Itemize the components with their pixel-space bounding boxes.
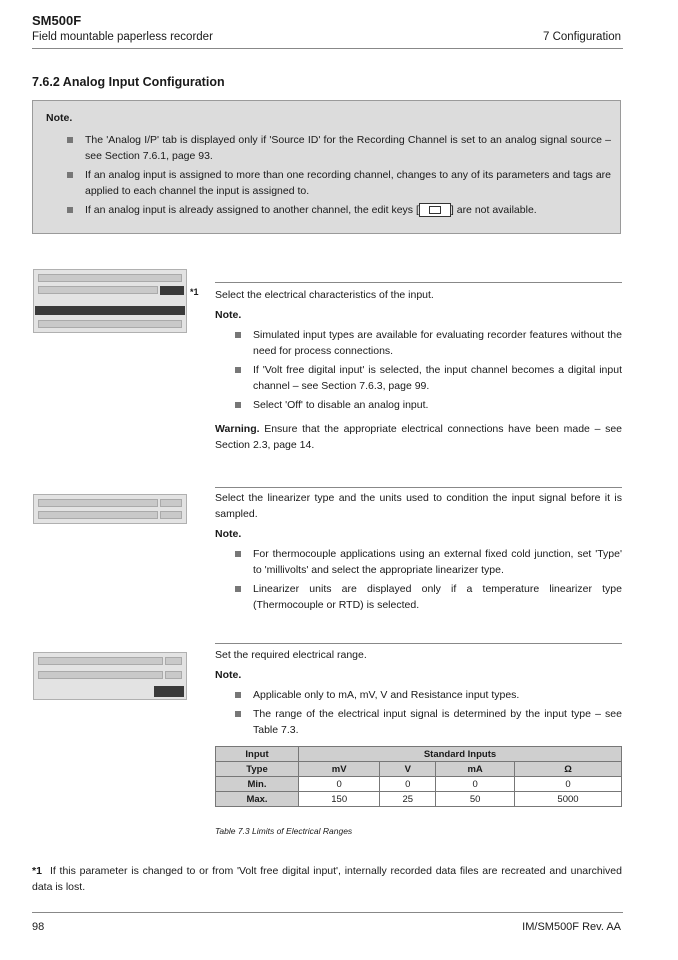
table-column-header: mV	[299, 762, 380, 777]
block-separator	[215, 282, 622, 283]
note-item-text: If an analog input is already assigned to another channel, the edit keys [	[85, 204, 419, 216]
table-column-header: Ω	[515, 762, 622, 777]
block-intro: Select the linearizer type and the units used to condition the input signal before it is sampled.	[215, 492, 622, 520]
section-title: 7.6.2 Analog Input Configuration	[32, 75, 225, 89]
note-item: Applicable only to mA, mV, V and Resistance input types.	[225, 687, 622, 703]
product-subtitle: Field mountable paperless recorder	[32, 31, 213, 43]
note-label: Note.	[215, 669, 242, 681]
note-item: If 'Volt free digital input' is selected, the input channel becomes a digital input channel – see Section 7.6.3, page 99.	[225, 362, 622, 394]
table-corner-cell: Input	[216, 747, 299, 762]
table-row	[216, 777, 622, 792]
chapter-title: 7 Configuration	[543, 31, 621, 43]
note-list	[225, 546, 622, 613]
table-cell: 0	[299, 777, 380, 792]
table-header-row	[216, 747, 622, 762]
table-column-header: V	[380, 762, 436, 777]
note-item: For thermocouple applications using an external fixed cold junction, set 'Type' to 'millivolts' and select the appropriate linearizer type.	[225, 546, 622, 578]
footnote-marker: *1	[32, 865, 42, 877]
note-item: If an analog input is assigned to more than one recording channel, changes to any of its parameters and tags are applied to each channel the input is assigned to.	[57, 167, 611, 199]
table-corner-cell: Type	[216, 762, 299, 777]
linearizer-screen-thumbnail	[33, 494, 187, 524]
electrical-range-screen-thumbnail	[33, 652, 187, 700]
block-separator	[215, 643, 622, 644]
warning-body: Ensure that the appropriate electrical connections have been made – see Section 2.3, page 14.	[215, 423, 622, 451]
table-cell: 5000	[515, 792, 622, 807]
table-row-header: Max.	[216, 792, 299, 807]
table-cell: 50	[436, 792, 515, 807]
document-reference: IM/SM500F Rev. AA	[522, 921, 621, 933]
note-item: Select 'Off' to disable an analog input.	[225, 397, 622, 413]
input-type-screen-thumbnail	[33, 269, 187, 333]
footnote	[32, 863, 622, 895]
note-label: Note.	[215, 528, 242, 540]
table-row-header: Min.	[216, 777, 299, 792]
electrical-ranges-table	[215, 746, 622, 807]
table-cell: 0	[380, 777, 436, 792]
page-number: 98	[32, 921, 45, 933]
block-separator	[215, 487, 622, 488]
table-cell: 0	[515, 777, 622, 792]
footnote-marker: *1	[190, 287, 199, 297]
note-label: Note.	[215, 309, 242, 321]
note-item	[57, 202, 611, 218]
note-box	[32, 100, 621, 234]
table-column-header: mA	[436, 762, 515, 777]
note-item: The 'Analog I/P' tab is displayed only if 'Source ID' for the Recording Channel is set to an analog signal source – see Section 7.6.1, page 93.	[57, 132, 611, 164]
note-item-suffix: ] are not available.	[450, 204, 537, 216]
product-name: SM500F	[32, 13, 82, 28]
note-list	[225, 687, 622, 738]
table-header-row	[216, 762, 622, 777]
note-list	[225, 327, 622, 413]
note-list	[57, 132, 611, 221]
linearizer-description	[215, 490, 622, 616]
note-item: Simulated input types are available for evaluating recorder features without the need for process connections.	[225, 327, 622, 359]
footnote-text: If this parameter is changed to or from 'Volt free digital input', internally recorded data files are recreated and unarchived data is lost.	[32, 865, 622, 893]
electrical-range-description	[215, 647, 622, 741]
input-type-description	[215, 287, 622, 457]
warning-label: Warning.	[215, 423, 260, 435]
note-item: Linearizer units are displayed only if a temperature linearizer type (Thermocouple or RTD) is selected.	[225, 581, 622, 613]
note-label: Note.	[46, 112, 73, 124]
table-caption: Table 7.3 Limits of Electrical Ranges	[215, 826, 353, 836]
block-intro: Set the required electrical range.	[215, 649, 367, 661]
header-rule	[32, 48, 623, 49]
block-intro: Select the electrical characteristics of the input.	[215, 289, 434, 301]
edit-keys-icon	[419, 203, 451, 217]
footer-rule	[32, 912, 623, 913]
table-cell: 150	[299, 792, 380, 807]
table-group-header: Standard Inputs	[299, 747, 622, 762]
table-cell: 0	[436, 777, 515, 792]
warning-text	[215, 421, 622, 453]
table-cell: 25	[380, 792, 436, 807]
table-row	[216, 792, 622, 807]
note-item: The range of the electrical input signal is determined by the input type – see Table 7.3.	[225, 706, 622, 738]
